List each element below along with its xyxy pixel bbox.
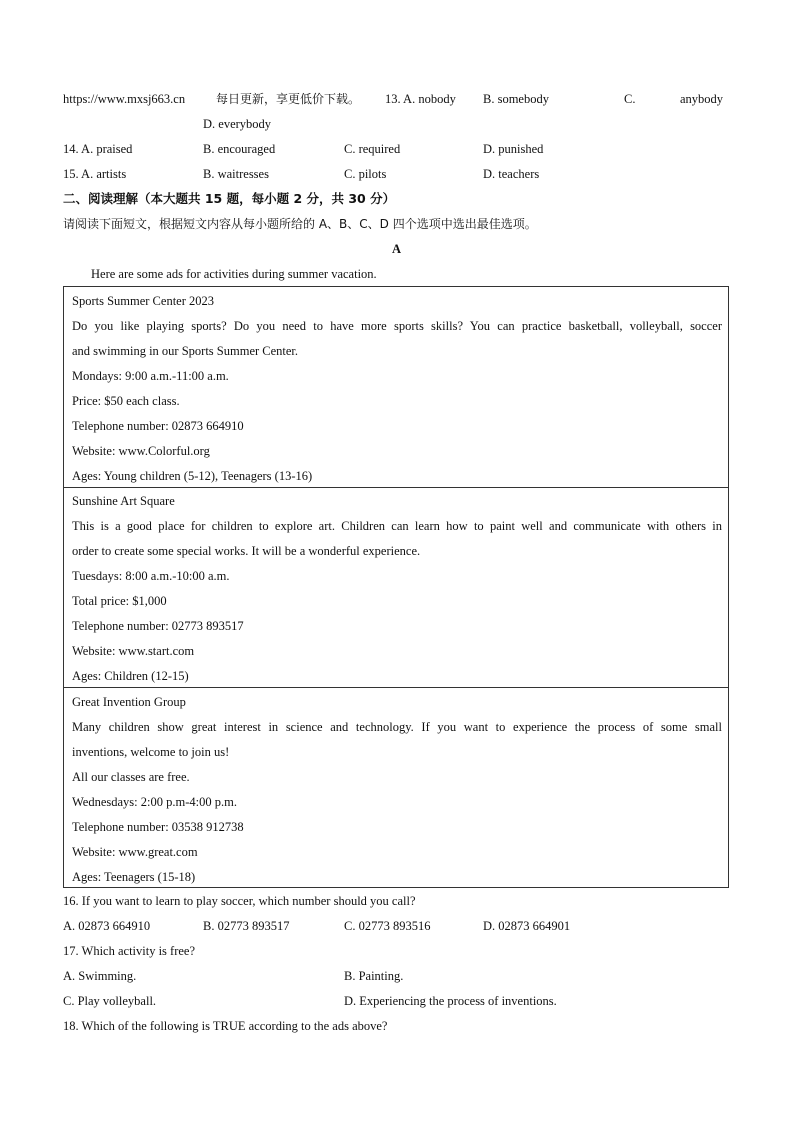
q17-option-a: A. Swimming. <box>63 969 137 983</box>
ad-website[interactable]: Website: www.Colorful.org <box>72 444 210 458</box>
ad-title: Sports Summer Center 2023 <box>72 294 215 308</box>
q16-option-c: C. 02773 893516 <box>344 919 431 933</box>
ad-schedule: Mondays: 9:00 a.m.-11:00 a.m. <box>72 369 229 383</box>
ad-telephone: Telephone number: 02773 893517 <box>72 619 244 633</box>
q14-option-d: D. punished <box>483 142 544 156</box>
ad-text-line: Do you like playing sports? Do you need to have more sports skills? You can practice basketball, volleyball, soccer <box>72 319 722 333</box>
q16-stem: 16. If you want to learn to play soccer, which number should you call? <box>63 894 416 908</box>
header-promo: 每日更新，享更低价下载。 <box>216 92 361 106</box>
q16-option-d: D. 02873 664901 <box>483 919 571 933</box>
q14-option-b: B. encouraged <box>203 142 276 156</box>
q13-option-c-text: anybody <box>680 92 724 106</box>
q17-option-d: D. Experiencing the process of inventions. <box>344 994 557 1008</box>
ad-text-line: inventions, welcome to join us! <box>72 745 230 759</box>
ad-ages: Ages: Children (12-15) <box>72 669 189 683</box>
ad-price: Price: $50 each class. <box>72 394 180 408</box>
ad-price: All our classes are free. <box>72 770 190 784</box>
q13-option-b: B. somebody <box>483 92 549 106</box>
passage-label: A <box>392 242 402 256</box>
ad-website[interactable]: Website: www.start.com <box>72 644 195 658</box>
q15-option-d: D. teachers <box>483 167 540 181</box>
header-url[interactable]: https://www.mxsj663.cn <box>63 92 186 106</box>
passage-intro: Here are some ads for activities during summer vacation. <box>91 267 377 281</box>
ad-ages: Ages: Teenagers (15-18) <box>72 870 196 884</box>
ad-sports-summer-center <box>63 286 729 488</box>
ad-schedule: Tuesdays: 8:00 a.m.-10:00 a.m. <box>72 569 230 583</box>
ad-price: Total price: $1,000 <box>72 594 167 608</box>
q16-option-a: A. 02873 664910 <box>63 919 151 933</box>
ad-website[interactable]: Website: www.great.com <box>72 845 198 859</box>
ad-text-line: order to create some special works. It will be a wonderful experience. <box>72 544 421 558</box>
q17-stem: 17. Which activity is free? <box>63 944 196 958</box>
ad-telephone: Telephone number: 03538 912738 <box>72 820 244 834</box>
ad-text-line: This is a good place for children to explore art. Children can learn how to paint well and communicate with others in <box>72 519 722 533</box>
ad-ages: Ages: Young children (5-12), Teenagers (13-16) <box>72 469 313 483</box>
q16-option-b: B. 02773 893517 <box>203 919 290 933</box>
q15-option-a: 15. A. artists <box>63 167 127 181</box>
q13-option-a: 13. A. nobody <box>385 92 456 106</box>
q17-option-c: C. Play volleyball. <box>63 994 157 1008</box>
q14-option-c: C. required <box>344 142 401 156</box>
q15-option-c: C. pilots <box>344 167 387 181</box>
ad-text-line: Many children show great interest in science and technology. If you want to experience the process of some small <box>72 720 722 734</box>
q13-option-d: D. everybody <box>203 117 272 131</box>
q17-option-b: B. Painting. <box>344 969 404 983</box>
ad-great-invention-group <box>63 687 729 888</box>
q15-option-b: B. waitresses <box>203 167 269 181</box>
ad-schedule: Wednesdays: 2:00 p.m-4:00 p.m. <box>72 795 237 809</box>
section-title: 二、阅读理解（本大题共 15 题，每小题 2 分，共 30 分） <box>63 191 396 206</box>
q14-option-a: 14. A. praised <box>63 142 133 156</box>
ad-text-line: and swimming in our Sports Summer Center. <box>72 344 299 358</box>
section-instruction: 请阅读下面短文，根据短文内容从每小题所给的 A、B、C、D 四个选项中选出最佳选项。 <box>63 217 537 231</box>
ad-sunshine-art-square <box>63 487 729 688</box>
q18-stem: 18. Which of the following is TRUE according to the ads above? <box>63 1019 388 1033</box>
ad-telephone: Telephone number: 02873 664910 <box>72 419 244 433</box>
ad-title: Great Invention Group <box>72 695 186 709</box>
ad-title: Sunshine Art Square <box>72 494 175 508</box>
q13-option-c-letter: C. <box>624 92 636 106</box>
